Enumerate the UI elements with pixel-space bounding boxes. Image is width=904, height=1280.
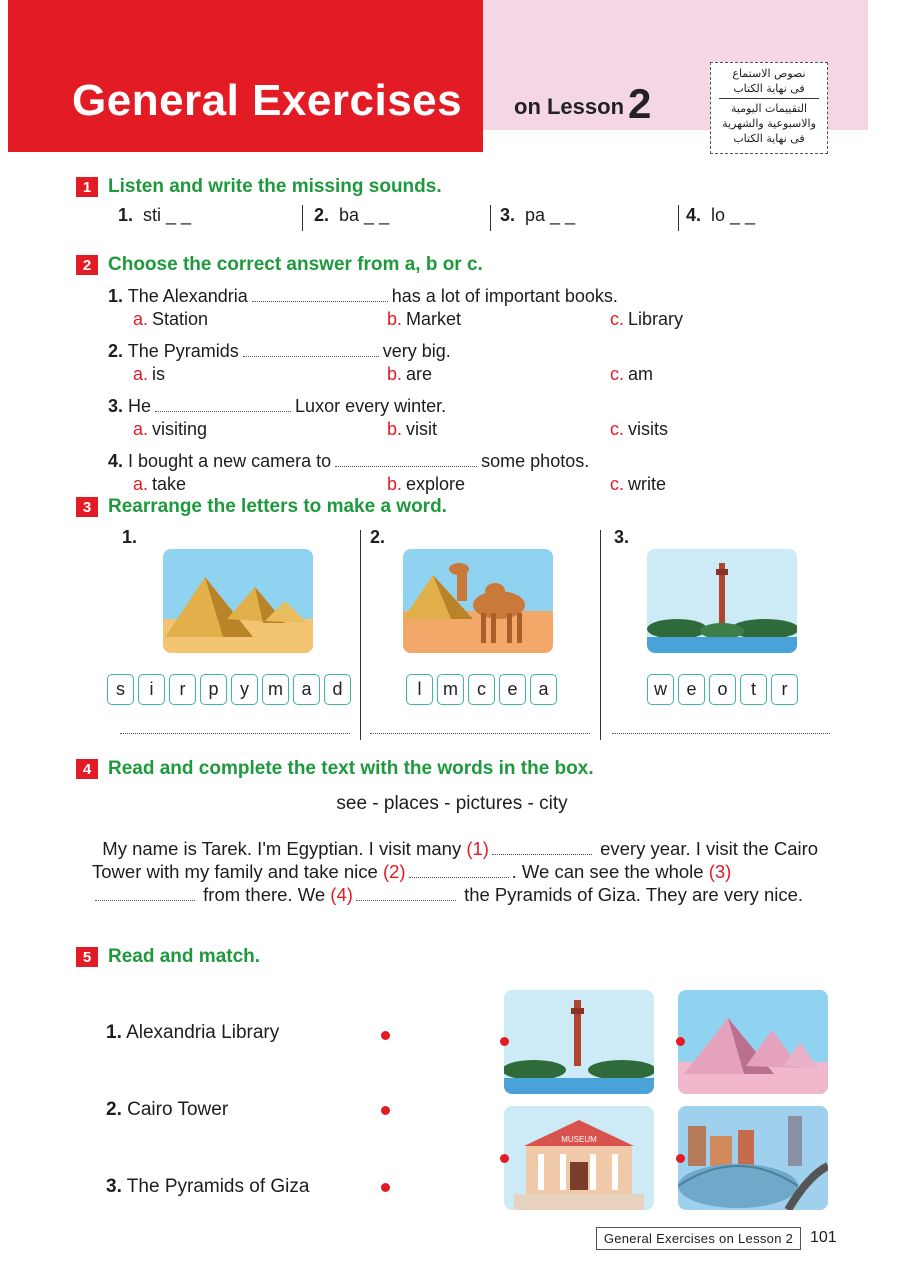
letter-tile[interactable]: e — [678, 674, 705, 705]
letter-tile[interactable]: t — [740, 674, 767, 705]
match-dot[interactable] — [500, 1154, 509, 1163]
passage: My name is Tarek. I'm Egyptian. I visit many (1) every year. I visit the Cairo Tower with my family and take nice (2) . We can see the whole (3) from there. We (4) the Pyramids of Giza. They are very nice. — [92, 838, 819, 905]
section-number: 3 — [76, 497, 98, 517]
letter-tile[interactable]: l — [406, 674, 433, 705]
page-title: General Exercises — [72, 76, 463, 125]
letter-tile[interactable]: c — [468, 674, 495, 705]
letter-tile[interactable]: d — [324, 674, 351, 705]
section-1-heading — [76, 176, 442, 198]
option-c[interactable]: c. visits — [610, 419, 669, 439]
arabic-note-line: فى نهاية الكتاب — [733, 82, 805, 95]
arabic-note-box — [710, 62, 828, 154]
letter-tile[interactable]: r — [169, 674, 196, 705]
museum-sign: MUSEUM — [561, 1135, 597, 1144]
arabic-note-divider — [719, 98, 819, 99]
section-title: Read and match. — [108, 946, 261, 967]
question-4: 4. I bought a new camera to some photos. — [108, 451, 590, 471]
pyramids-image — [678, 990, 828, 1094]
question-2: 2. The Pyramids very big. — [108, 341, 451, 361]
cairo-tower-image — [504, 990, 654, 1094]
item-number: 1. — [122, 527, 138, 547]
lesson-text: on Lesson — [514, 94, 625, 119]
section-5-heading — [76, 946, 260, 968]
section-number: 5 — [76, 947, 98, 967]
letter-tile[interactable]: e — [499, 674, 526, 705]
match-item: 3. The Pyramids of Giza — [106, 1176, 310, 1197]
section-number: 1 — [76, 177, 98, 197]
item-number: 3. — [614, 527, 630, 547]
letter-tile[interactable]: w — [647, 674, 674, 705]
section-title: Listen and write the missing sounds. — [108, 176, 442, 197]
divider — [600, 530, 601, 740]
option-a[interactable]: a. visiting — [133, 419, 208, 439]
divider — [678, 205, 679, 231]
option-b[interactable]: b. explore — [387, 474, 466, 494]
section-number: 2 — [76, 255, 98, 275]
match-dot[interactable] — [381, 1183, 390, 1192]
match-item: 2. Cairo Tower — [106, 1099, 229, 1120]
letter-tile[interactable]: s — [107, 674, 134, 705]
letter-tile[interactable]: o — [709, 674, 736, 705]
divider — [302, 205, 303, 231]
letter-tile[interactable]: m — [262, 674, 289, 705]
section-2-heading — [76, 254, 483, 276]
option-a[interactable]: a. is — [133, 364, 166, 384]
arabic-note-line: فى نهاية الكتاب — [733, 132, 805, 145]
match-dot[interactable] — [676, 1037, 685, 1046]
match-dot[interactable] — [676, 1154, 685, 1163]
letter-tile[interactable]: p — [200, 674, 227, 705]
section-1-items — [118, 205, 778, 231]
match-dot[interactable] — [500, 1037, 509, 1046]
alexandria-library-image — [678, 1106, 828, 1210]
match-item: 1. Alexandria Library — [106, 1022, 280, 1043]
pyramids-image — [163, 549, 313, 653]
section-4-heading — [76, 758, 594, 780]
answer-line[interactable] — [370, 733, 590, 734]
divider — [360, 530, 361, 740]
sound-item: 1. sti _ _ — [118, 205, 192, 225]
letter-tile[interactable]: m — [437, 674, 464, 705]
answer-line[interactable] — [612, 733, 830, 734]
arabic-note-line: نصوص الاستماع — [732, 67, 806, 80]
option-b[interactable]: b. visit — [387, 419, 438, 439]
letter-tile[interactable]: i — [138, 674, 165, 705]
lesson-number: 2 — [628, 80, 652, 127]
match-dot[interactable] — [381, 1031, 390, 1040]
letter-tiles — [406, 674, 557, 705]
word-box: see - places - pictures - city — [336, 793, 568, 814]
camel-image — [403, 549, 553, 653]
cairo-tower-image — [647, 549, 797, 653]
section-title: Rearrange the letters to make a word. — [108, 496, 447, 517]
letter-tile[interactable]: a — [530, 674, 557, 705]
museum-image — [504, 1106, 654, 1210]
option-c[interactable]: c. write — [610, 474, 667, 494]
letter-tiles — [647, 674, 798, 705]
answer-line[interactable] — [120, 733, 350, 734]
letter-tile[interactable]: y — [231, 674, 258, 705]
option-c[interactable]: c. Library — [610, 309, 684, 329]
question-3: 3. He Luxor every winter. — [108, 396, 447, 416]
option-c[interactable]: c. am — [610, 364, 654, 384]
question-1: 1. The Alexandria has a lot of important books. — [108, 286, 618, 306]
section-3-heading — [76, 496, 447, 518]
lesson-label — [514, 80, 651, 128]
arabic-note-line: والاسبوعية والشهرية — [722, 117, 816, 130]
option-b[interactable]: b. Market — [387, 309, 462, 329]
divider — [490, 205, 491, 231]
option-a[interactable]: a. take — [133, 474, 187, 494]
sound-item: 2. ba _ _ — [314, 205, 390, 225]
item-number: 2. — [370, 527, 386, 547]
section-title: Choose the correct answer from a, b or c. — [108, 254, 483, 275]
option-b[interactable]: b. are — [387, 364, 433, 384]
option-a[interactable]: a. Station — [133, 309, 209, 329]
sound-item: 3. pa _ _ — [500, 205, 576, 225]
section-title: Read and complete the text with the words in the box. — [108, 758, 594, 779]
footer-label: General Exercises on Lesson 2 — [596, 1227, 801, 1250]
match-dot[interactable] — [381, 1106, 390, 1115]
sound-item: 4. lo _ _ — [686, 205, 756, 225]
letter-tile[interactable]: a — [293, 674, 320, 705]
page-number: 101 — [810, 1229, 837, 1246]
letter-tiles — [107, 674, 351, 705]
arabic-note-line: التقييمات اليومية — [730, 102, 807, 115]
letter-tile[interactable]: r — [771, 674, 798, 705]
section-number: 4 — [76, 759, 98, 779]
